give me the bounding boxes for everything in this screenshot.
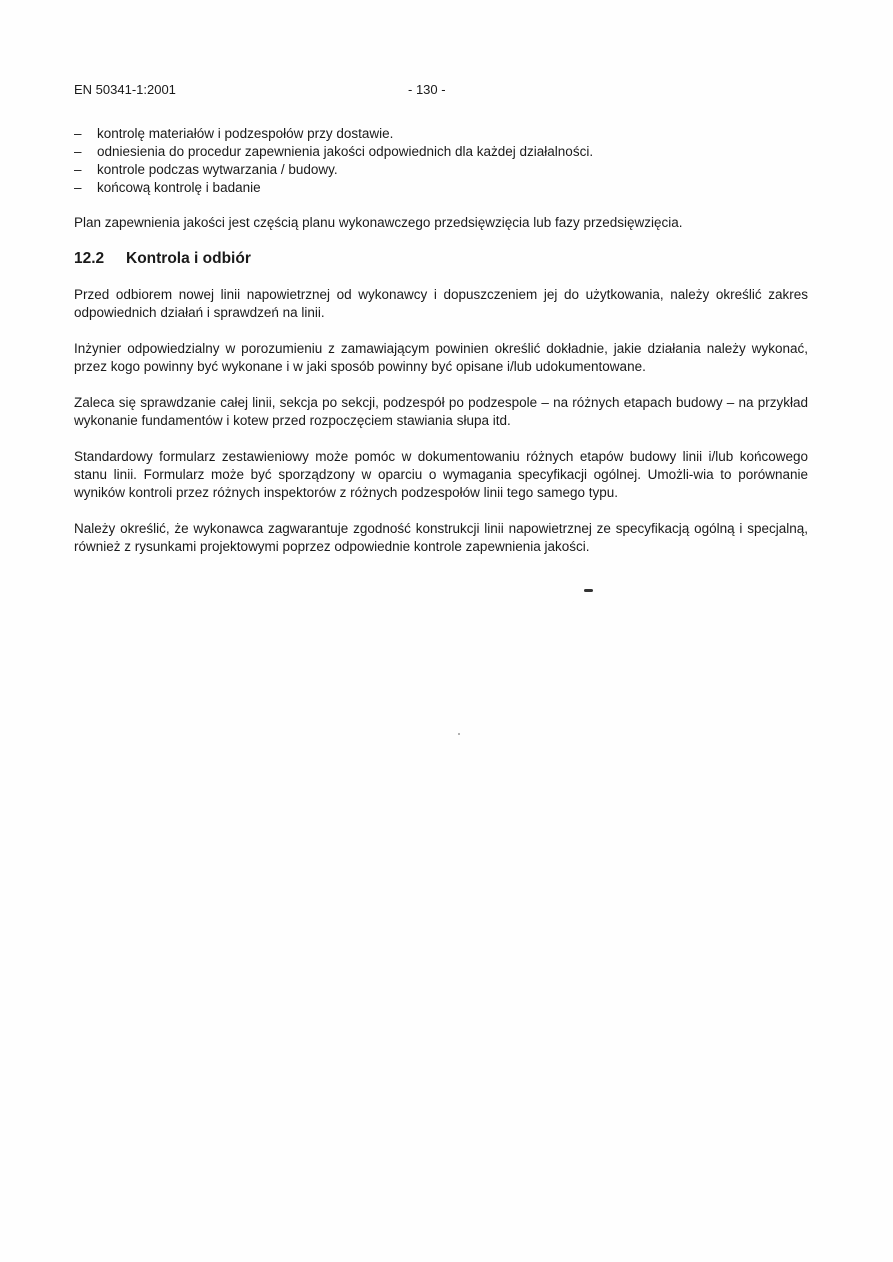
section-number: 12.2	[74, 250, 105, 267]
bullet-dash: –	[74, 180, 82, 195]
document-id: EN 50341-1:2001	[74, 82, 176, 97]
bullet-dash: –	[74, 126, 82, 141]
bullet-dash: –	[74, 162, 82, 177]
list-item-text: kontrolę materiałów i podzespołów przy dostawie.	[97, 126, 394, 141]
scan-speck	[584, 589, 593, 592]
page-content	[74, 125, 808, 556]
scan-speck	[458, 733, 460, 735]
list-item	[74, 125, 808, 143]
paragraph: Przed odbiorem nowej linii napowietrznej od wykonawcy i dopuszczeniem jej do użytkowania, należy określić zakres odpowiednich działań i sprawdzeń na linii.	[74, 287, 808, 320]
bullet-list	[74, 125, 808, 197]
list-item-text: odniesienia do procedur zapewnienia jakości odpowiednich dla każdej działalności.	[97, 144, 594, 159]
plan-paragraph: Plan zapewnienia jakości jest częścią planu wykonawczego przedsięwzięcia lub fazy przedsięwzięcia.	[74, 215, 683, 230]
page-number: - 130 -	[408, 82, 446, 97]
list-item	[74, 143, 808, 161]
paragraph: Inżynier odpowiedzialny w porozumieniu z zamawiającym powinien określić dokładnie, jakie działania należy wykonać, przez kogo powinny być wykonane i w jaki sposób powinny być opisane i/lub udokumentowane.	[74, 341, 808, 374]
bullet-dash: –	[74, 144, 82, 159]
section-title: Kontrola i odbiór	[126, 250, 251, 267]
list-item	[74, 161, 808, 179]
list-item-text: końcową kontrolę i badanie	[97, 180, 261, 195]
paragraph: Należy określić, że wykonawca zagwarantuje zgodność konstrukcji linii napowietrznej ze specyfikacją ogólną i specjalną, również z rysunkami projektowymi poprzez odpowiednie kontrole zapewnienia jakości.	[74, 521, 808, 554]
list-item	[74, 179, 808, 197]
paragraph: Zaleca się sprawdzanie całej linii, sekcja po sekcji, podzespół po podzespole – na różnych etapach budowy – na przykład wykonanie fundamentów i kotew przed rozpoczęciem stawiania słupa itd.	[74, 395, 808, 428]
paragraph: Standardowy formularz zestawieniowy może pomóc w dokumentowaniu różnych etapów budowy linii i/lub końcowego stanu linii. Formularz może być sporządzony w oparciu o wymagania specyfikacji ogólnej. Umożli-wia to porównanie wyników kontroli przez różnych inspektorów z różnych podzespołów linii tego samego typu.	[74, 449, 808, 500]
page-header	[74, 82, 814, 100]
section-heading	[74, 249, 808, 269]
list-item-text: kontrole podczas wytwarzania / budowy.	[97, 162, 338, 177]
